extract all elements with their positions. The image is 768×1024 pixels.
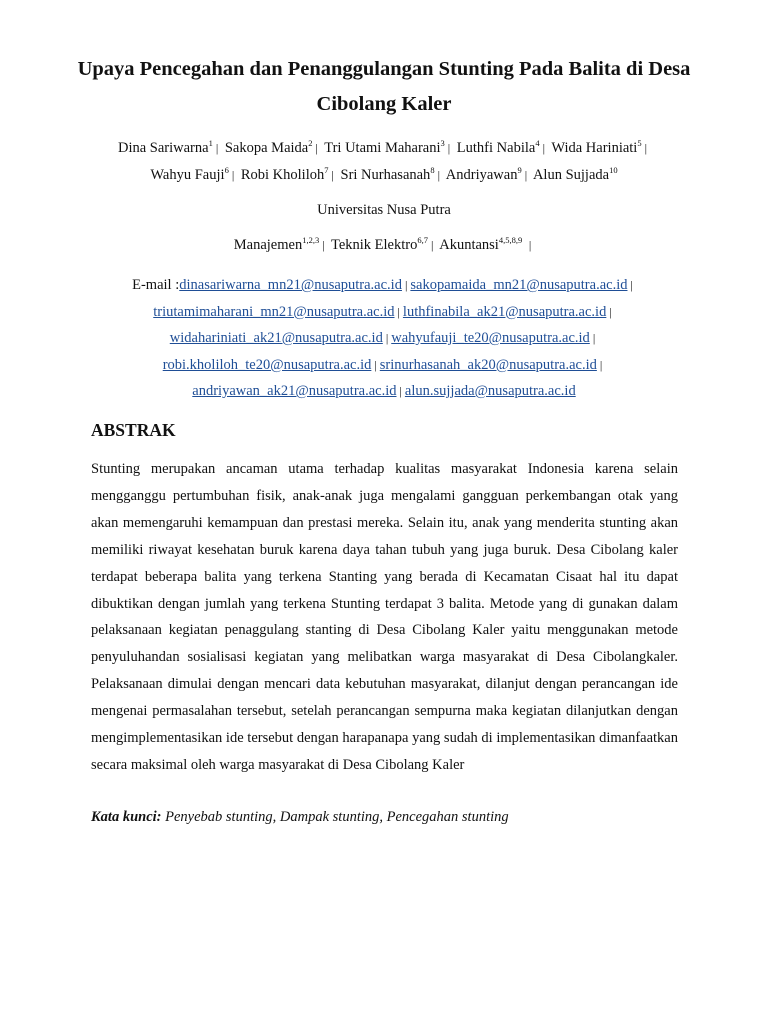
author-name: Dina Sariwarna [117,140,209,156]
email-link[interactable]: andriyawan_ak21@nusaputra.ac.id [192,383,397,399]
author-name: Luthfi Nabila [456,140,536,156]
author-affiliation: 4 [535,138,540,148]
separator: | [331,167,334,182]
separator: | [430,238,434,252]
separator: | [592,331,596,345]
author-affiliation: 8 [430,164,435,175]
author-affiliation: 2 [308,138,313,148]
department-name: Teknik Elektro [330,237,418,253]
separator: | [399,384,402,398]
separator: | [215,141,219,155]
department-name: Manajemen [233,237,303,253]
separator: | [437,167,440,182]
separator: | [315,141,318,155]
author [457,140,540,156]
email-label: E-mail : [132,277,180,293]
author-affiliation: 5 [637,138,642,148]
author-name: Wahyu Fauji [150,166,225,183]
author-name: Sri Nurhasanah [340,166,431,183]
separator: | [397,304,400,319]
author-affiliation: 7 [324,164,329,175]
email-link[interactable]: sakopamaida_mn21@nusaputra.ac.id [410,277,628,293]
department-name: Akuntansi [439,237,499,253]
separator: | [447,141,451,155]
separator: | [630,278,633,292]
separator: | [374,357,377,372]
author-affiliation: 10 [609,164,618,175]
department-affiliation: 6,7 [417,235,428,245]
email-link[interactable]: widahariniati_ak21@nusaputra.ac.id [169,330,383,346]
email-link[interactable]: srinurhasanah_ak20@nusaputra.ac.id [379,356,597,373]
author-name: Sakopa Maida [224,140,309,156]
author-affiliation: 9 [517,164,522,175]
keywords-text: Penyebab stunting, Dampak stunting, Pencegahan stunting [165,809,509,825]
department-affiliation: 4,5,8,9 [498,235,523,245]
separator: | [599,357,603,372]
author-affiliation: 6 [224,164,229,175]
university-name: Universitas Nusa Putra [317,202,451,218]
separator: | [322,238,325,252]
author [532,164,618,183]
department-affiliation: 1,2,3 [302,235,320,245]
author-name: Tri Utami Maharani [324,140,441,156]
email-link[interactable]: luthfinabila_ak21@nusaputra.ac.id [402,303,607,320]
email-link[interactable]: dinasariwarna_mn21@nusaputra.ac.id [179,277,402,293]
email-list [100,272,668,405]
separator: | [644,141,647,155]
author [551,140,641,156]
separator: | [528,238,532,252]
abstract-heading: ABSTRAK [91,420,176,440]
author-list [70,135,698,188]
author [340,164,435,183]
department [234,237,319,253]
author-name: Robi Kholiloh [240,166,325,183]
separator: | [231,167,235,182]
email-link[interactable]: alun.sujjada@nusaputra.ac.id [404,383,576,399]
keywords-label: Kata kunci: [91,809,162,825]
author [150,164,229,183]
separator: | [542,141,545,155]
author [240,164,329,183]
department [439,237,522,253]
email-link[interactable]: triutamimaharani_mn21@nusaputra.ac.id [153,303,395,320]
author [324,140,445,156]
department-list [0,235,768,255]
author-affiliation: 3 [440,138,445,148]
abstract-text: Stunting merupakan ancaman utama terhadap kualitas masyarakat Indonesia karena selain mengganggu pertumbuhan fisik, anak-anak juga mengalami gangguan perkembangan otak yang akan memengaruhi kemampuan dan prestasi mereka. Selain itu, anak yang menderita stunting akan memiliki riwayat kesehatan buruk karena daya tahan tubuh yang juga buruk. Desa Cibolang kaler terdapat beberapa balita yang terkena Stanting yang berada di Kecamatan Cisaat hal itu dapat dibuktikan dengan jumlah yang terkena Stunting terdapat 3 balita. Metode yang di gunakan dalam pelaksanaan kegiatan penaggulang stanting di Desa Cibolang Kaler yaitu menggunakan metode penyuluhandan sosialisasi kegiatan yang melibatkan warga masyarakat di Desa Cibolangkaler. Pelaksanaan dimulai dengan mencari data kebutuhan masyarakat, dilanjut dengan perancangan ide mengenai permasalahan tersebut, setelah perancangan sempurna maka kegiatan dilanjutkan dengan mengimplementasikan ide tersebut dengan harapanapa yang sudah di implementasikan dimanfaatkan secara maksimal oleh warga masyarakat di Desa Cibolang Kaler [91,461,678,773]
author-name: Andriyawan [445,166,518,183]
separator: | [609,304,612,319]
separator: | [404,278,408,292]
department [331,237,428,253]
separator: | [385,331,389,345]
author [445,164,522,183]
email-link[interactable]: wahyufauji_te20@nusaputra.ac.id [391,330,590,346]
author [225,140,313,156]
separator: | [524,167,528,182]
email-link[interactable]: robi.kholiloh_te20@nusaputra.ac.id [162,356,372,373]
author-name: Wida Hariniati [551,140,638,156]
author-name: Alun Sujjada [532,166,610,183]
author-affiliation: 1 [208,138,213,148]
paper-title: Upaya Pencegahan dan Penanggulangan Stunting Pada Balita di Desa Cibolang Kaler [77,58,691,115]
author [118,140,213,156]
keywords-line [91,806,509,828]
